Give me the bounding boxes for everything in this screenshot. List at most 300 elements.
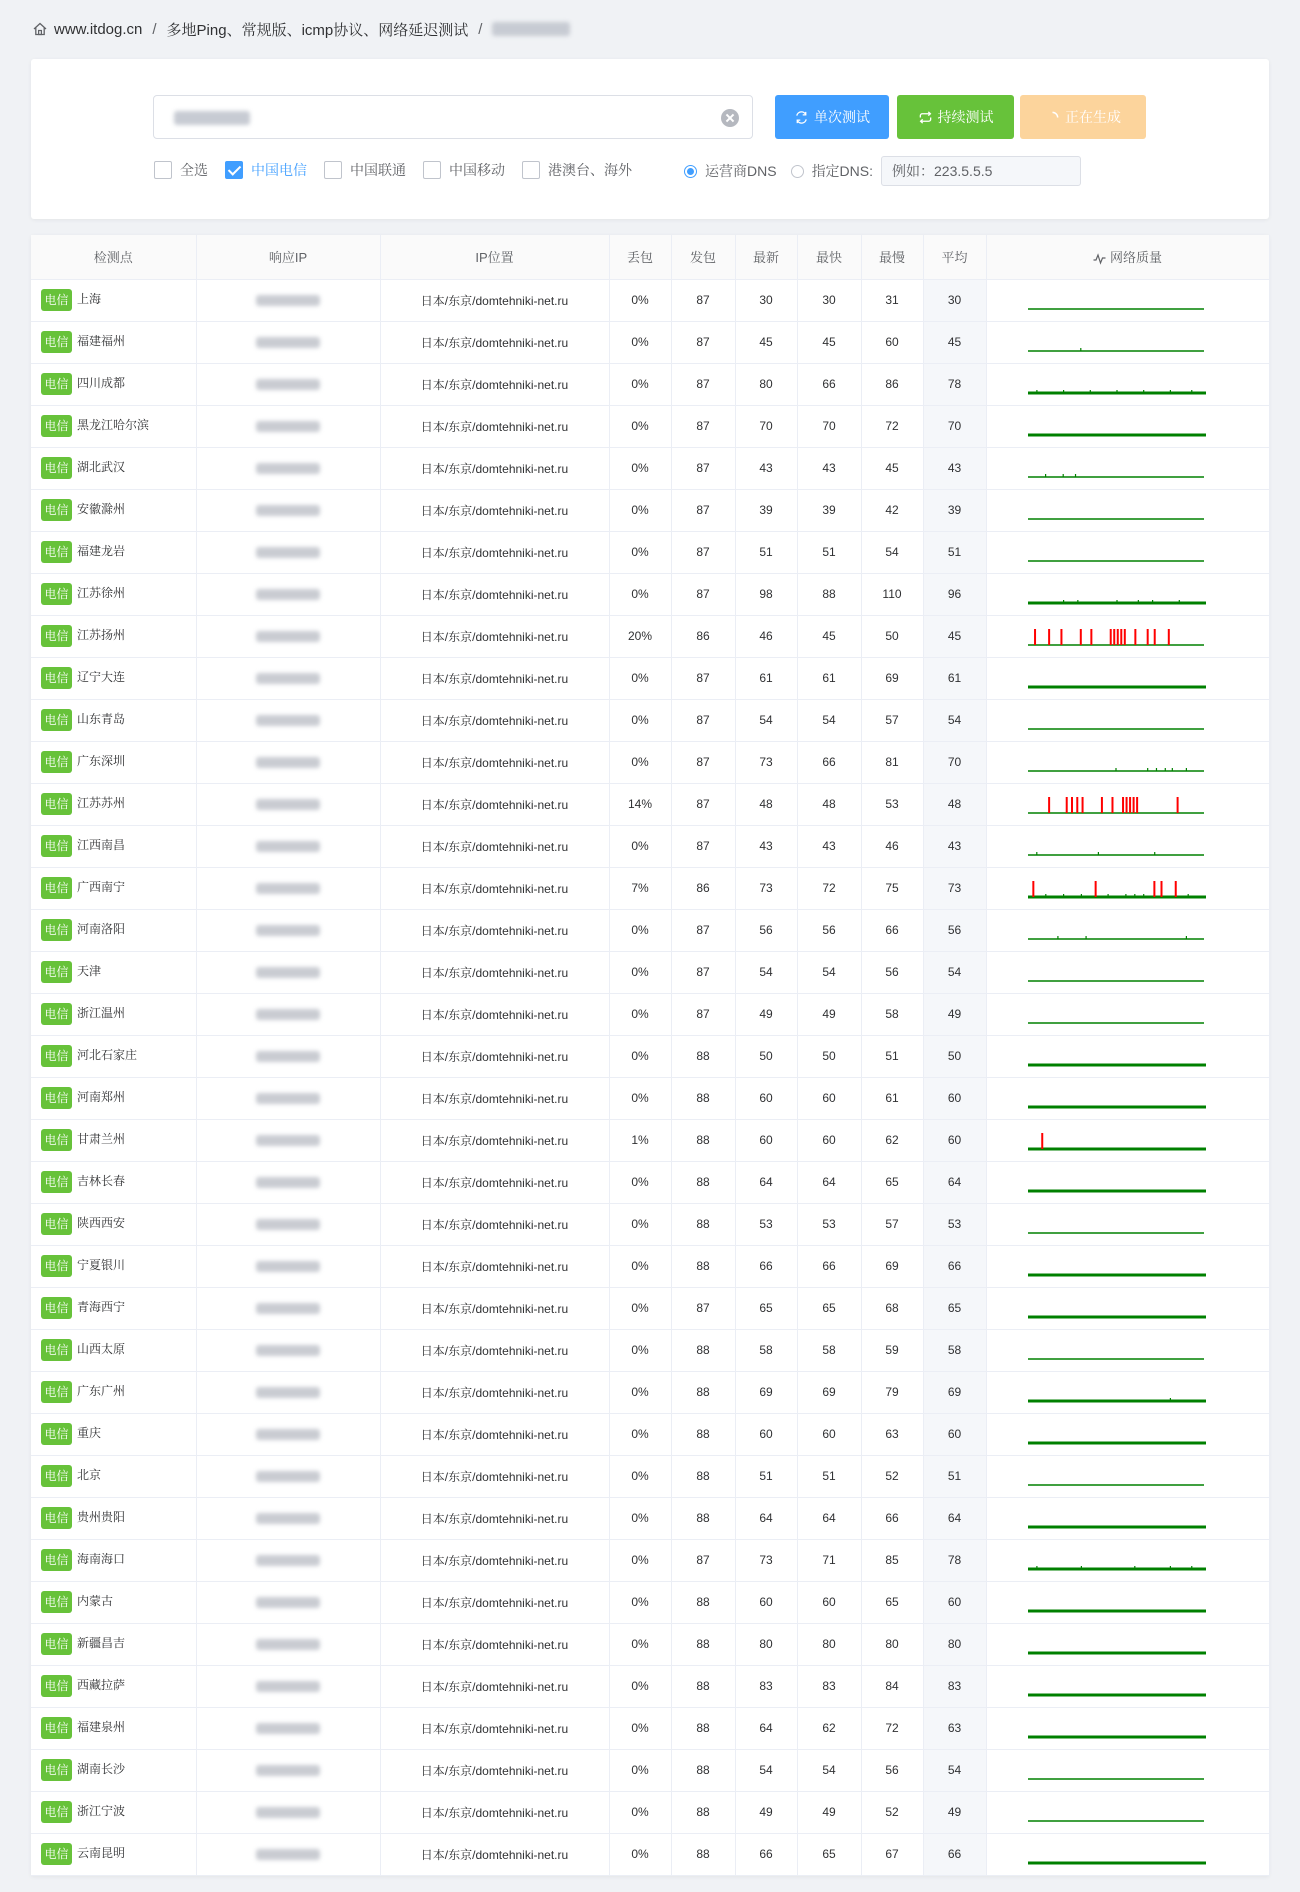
ip-blurred (256, 1597, 320, 1608)
ip-blurred (256, 1093, 320, 1104)
filter-all[interactable] (154, 160, 208, 180)
site-name: 安徽滁州 (77, 502, 126, 517)
table-row[interactable] (31, 1665, 1269, 1707)
quality-sparkline[interactable] (1026, 829, 1206, 863)
cell-average: 78 (923, 363, 986, 405)
cell-latest: 49 (735, 993, 797, 1035)
cell-latest: 98 (735, 573, 797, 615)
table-row[interactable] (31, 489, 1269, 531)
isp-tag: 电信 (41, 1129, 72, 1151)
table-row[interactable] (31, 951, 1269, 993)
home-icon[interactable] (32, 21, 48, 37)
table-row[interactable] (31, 1581, 1269, 1623)
cell-quality (986, 1329, 1269, 1371)
cell-quality (986, 1119, 1269, 1161)
isp-tag: 电信 (41, 1759, 72, 1781)
cell-location: 日本/东京/domtehniki-net.ru (380, 1203, 609, 1245)
cell-slowest: 84 (861, 1665, 923, 1707)
table-row[interactable] (31, 1119, 1269, 1161)
table-row[interactable] (31, 867, 1269, 909)
site-name: 北京 (77, 1468, 102, 1483)
table-row[interactable] (31, 279, 1269, 321)
filter-label: 中国联通 (350, 162, 406, 178)
cell-fastest: 64 (797, 1161, 861, 1203)
cell-slowest: 57 (861, 699, 923, 741)
cell-latest: 73 (735, 741, 797, 783)
cell-ip (196, 909, 380, 951)
col-header-average[interactable]: 平均 (923, 235, 986, 279)
cell-latest: 73 (735, 867, 797, 909)
cell-fastest: 66 (797, 1245, 861, 1287)
cell-ip (196, 1665, 380, 1707)
quality-sparkline[interactable] (1026, 955, 1206, 989)
cell-location: 日本/东京/domtehniki-net.ru (380, 699, 609, 741)
cell-quality (986, 1749, 1269, 1791)
cell-loss: 0% (609, 1623, 671, 1665)
cell-fastest: 64 (797, 1497, 861, 1539)
cell-loss: 0% (609, 363, 671, 405)
table-row[interactable] (31, 1203, 1269, 1245)
radio-isp-dns[interactable] (684, 161, 777, 181)
quality-sparkline[interactable] (1026, 1753, 1206, 1787)
cell-loss: 0% (609, 1329, 671, 1371)
ip-blurred (256, 967, 320, 978)
col-header-site[interactable]: 检测点 (31, 235, 196, 279)
table-row[interactable] (31, 1539, 1269, 1581)
col-header-latest[interactable]: 最新 (735, 235, 797, 279)
cell-latest: 49 (735, 1791, 797, 1833)
pulse-icon (1093, 253, 1106, 265)
isp-tag: 电信 (41, 961, 72, 983)
quality-sparkline[interactable] (1026, 1123, 1206, 1157)
cell-latest: 80 (735, 1623, 797, 1665)
cell-ip (196, 993, 380, 1035)
loading-icon (1045, 110, 1060, 125)
cell-fastest: 45 (797, 321, 861, 363)
filter-label: 中国移动 (449, 162, 505, 178)
cell-sent: 88 (671, 1203, 735, 1245)
cell-slowest: 57 (861, 1203, 923, 1245)
cell-location: 日本/东京/domtehniki-net.ru (380, 951, 609, 993)
cell-ip (196, 1245, 380, 1287)
site-name: 内蒙古 (77, 1594, 114, 1609)
cell-latest: 45 (735, 321, 797, 363)
quality-sparkline[interactable] (1026, 493, 1206, 527)
quality-sparkline[interactable] (1026, 1837, 1206, 1871)
cell-average: 48 (923, 783, 986, 825)
table-row[interactable] (31, 909, 1269, 951)
cell-fastest: 43 (797, 447, 861, 489)
breadcrumb-separator: / (152, 20, 157, 38)
quality-sparkline[interactable] (1026, 1543, 1206, 1577)
cell-sent: 88 (671, 1077, 735, 1119)
cell-average: 96 (923, 573, 986, 615)
cell-location: 日本/东京/domtehniki-net.ru (380, 1581, 609, 1623)
breadcrumb-page-link[interactable]: 多地Ping、常规版、icmp协议、网络延迟测试 (166, 21, 469, 39)
cell-sent: 88 (671, 1581, 735, 1623)
target-input[interactable] (153, 95, 753, 139)
cell-latest: 46 (735, 615, 797, 657)
table-row[interactable] (31, 531, 1269, 573)
site-name: 江西南昌 (77, 838, 126, 853)
table-row[interactable] (31, 1035, 1269, 1077)
isp-tag: 电信 (41, 877, 72, 899)
cell-latest: 30 (735, 279, 797, 321)
cell-average: 43 (923, 447, 986, 489)
quality-sparkline[interactable] (1026, 1501, 1206, 1535)
table-row[interactable] (31, 1077, 1269, 1119)
quality-sparkline[interactable] (1026, 1207, 1206, 1241)
site-name: 江苏扬州 (77, 628, 126, 643)
cell-slowest: 65 (861, 1581, 923, 1623)
custom-dns-input[interactable] (881, 156, 1081, 186)
table-row[interactable] (31, 405, 1269, 447)
cell-loss: 0% (609, 1707, 671, 1749)
cell-average: 83 (923, 1665, 986, 1707)
isp-tag: 电信 (41, 1171, 72, 1193)
cell-slowest: 52 (861, 1791, 923, 1833)
target-input-value-blurred (174, 111, 250, 125)
table-row[interactable] (31, 1707, 1269, 1749)
ip-blurred (256, 295, 320, 306)
loop-icon (918, 110, 933, 125)
checkbox-icon[interactable] (423, 161, 441, 179)
col-header-ip[interactable]: 响应IP (196, 235, 380, 279)
col-header-quality[interactable] (986, 235, 1269, 279)
cell-sent: 88 (671, 1371, 735, 1413)
ip-blurred (256, 463, 320, 474)
radio-icon[interactable] (791, 165, 804, 178)
ip-blurred (256, 1765, 320, 1776)
cell-fastest: 43 (797, 825, 861, 867)
table-row[interactable] (31, 1329, 1269, 1371)
ip-blurred (256, 1261, 320, 1272)
cell-ip (196, 657, 380, 699)
table-row[interactable] (31, 1833, 1269, 1875)
site-name: 宁夏银川 (77, 1258, 126, 1273)
cell-ip (196, 741, 380, 783)
cell-slowest: 59 (861, 1329, 923, 1371)
cell-ip (196, 615, 380, 657)
cell-quality (986, 447, 1269, 489)
table-row[interactable] (31, 1371, 1269, 1413)
cell-location: 日本/东京/domtehniki-net.ru (380, 363, 609, 405)
quality-sparkline[interactable] (1026, 409, 1206, 443)
cell-sent: 88 (671, 1833, 735, 1875)
table-row[interactable] (31, 1455, 1269, 1497)
quality-sparkline[interactable] (1026, 367, 1206, 401)
table-row[interactable] (31, 1623, 1269, 1665)
cell-slowest: 63 (861, 1413, 923, 1455)
quality-sparkline[interactable] (1026, 325, 1206, 359)
cell-fastest: 65 (797, 1833, 861, 1875)
quality-sparkline[interactable] (1026, 577, 1206, 611)
cell-ip (196, 783, 380, 825)
cell-slowest: 72 (861, 1707, 923, 1749)
quality-sparkline[interactable] (1026, 451, 1206, 485)
site-name: 福建龙岩 (77, 544, 126, 559)
cell-slowest: 69 (861, 1245, 923, 1287)
isp-tag: 电信 (41, 835, 72, 857)
cell-loss: 0% (609, 1371, 671, 1413)
table-row[interactable] (31, 447, 1269, 489)
cell-site (31, 1329, 196, 1371)
quality-sparkline[interactable] (1026, 1249, 1206, 1283)
table-row[interactable] (31, 363, 1269, 405)
filter-label: 中国电信 (251, 162, 307, 178)
cell-slowest: 50 (861, 615, 923, 657)
cell-loss: 7% (609, 867, 671, 909)
ip-blurred (256, 1051, 320, 1062)
cell-sent: 87 (671, 699, 735, 741)
cell-quality (986, 657, 1269, 699)
cell-location: 日本/东京/domtehniki-net.ru (380, 825, 609, 867)
quality-sparkline[interactable] (1026, 703, 1206, 737)
site-name: 江苏徐州 (77, 586, 126, 601)
cell-fastest: 48 (797, 783, 861, 825)
quality-sparkline[interactable] (1026, 535, 1206, 569)
cell-slowest: 62 (861, 1119, 923, 1161)
quality-sparkline[interactable] (1026, 1333, 1206, 1367)
cell-quality (986, 405, 1269, 447)
cell-ip (196, 1455, 380, 1497)
cell-location: 日本/东京/domtehniki-net.ru (380, 1371, 609, 1413)
isp-tag: 电信 (41, 1339, 72, 1361)
quality-sparkline[interactable] (1026, 997, 1206, 1031)
table-row[interactable] (31, 1161, 1269, 1203)
table-row[interactable] (31, 1749, 1269, 1791)
table-row[interactable] (31, 741, 1269, 783)
cell-slowest: 68 (861, 1287, 923, 1329)
cell-loss: 0% (609, 1749, 671, 1791)
cell-slowest: 79 (861, 1371, 923, 1413)
cell-site (31, 1791, 196, 1833)
table-row[interactable] (31, 699, 1269, 741)
col-header-fastest[interactable]: 最快 (797, 235, 861, 279)
table-row[interactable] (31, 993, 1269, 1035)
table-row[interactable] (31, 1791, 1269, 1833)
cell-average: 56 (923, 909, 986, 951)
quality-header-label: 网络质量 (1109, 250, 1162, 266)
cell-location: 日本/东京/domtehniki-net.ru (380, 1707, 609, 1749)
quality-sparkline[interactable] (1026, 1627, 1206, 1661)
generating-button[interactable] (1020, 95, 1146, 139)
col-header-slowest[interactable]: 最慢 (861, 235, 923, 279)
cell-slowest: 31 (861, 279, 923, 321)
cell-slowest: 86 (861, 363, 923, 405)
cell-ip (196, 1539, 380, 1581)
cell-quality (986, 951, 1269, 993)
site-name: 江苏苏州 (77, 796, 126, 811)
col-header-location[interactable]: IP位置 (380, 235, 609, 279)
quality-sparkline[interactable] (1026, 1459, 1206, 1493)
cell-loss: 0% (609, 1497, 671, 1539)
quality-sparkline[interactable] (1026, 1795, 1206, 1829)
quality-sparkline[interactable] (1026, 745, 1206, 779)
cell-location: 日本/东京/domtehniki-net.ru (380, 1539, 609, 1581)
cell-sent: 87 (671, 279, 735, 321)
filter-mobile[interactable] (423, 160, 505, 180)
breadcrumb (32, 19, 570, 39)
cell-average: 64 (923, 1497, 986, 1539)
quality-sparkline[interactable] (1026, 913, 1206, 947)
cell-slowest: 42 (861, 489, 923, 531)
cell-site (31, 1413, 196, 1455)
table-header-row (31, 235, 1269, 279)
cell-ip (196, 531, 380, 573)
cell-fastest: 66 (797, 741, 861, 783)
quality-sparkline[interactable] (1026, 283, 1206, 317)
cell-fastest: 60 (797, 1077, 861, 1119)
quality-sparkline[interactable] (1026, 619, 1206, 653)
cell-ip (196, 867, 380, 909)
col-header-loss[interactable]: 丢包 (609, 235, 671, 279)
cell-ip (196, 489, 380, 531)
cell-sent: 88 (671, 1455, 735, 1497)
cell-latest: 60 (735, 1581, 797, 1623)
checkbox-icon[interactable] (324, 161, 342, 179)
cell-average: 50 (923, 1035, 986, 1077)
table-row[interactable] (31, 825, 1269, 867)
cell-fastest: 88 (797, 573, 861, 615)
ip-blurred (256, 799, 320, 810)
cell-average: 60 (923, 1581, 986, 1623)
quality-sparkline[interactable] (1026, 1417, 1206, 1451)
site-name: 新疆昌吉 (77, 1636, 126, 1651)
radio-custom-dns[interactable] (791, 161, 873, 181)
dns-options (684, 155, 1081, 187)
cell-loss: 1% (609, 1119, 671, 1161)
filter-telecom[interactable] (225, 160, 307, 180)
cell-average: 60 (923, 1119, 986, 1161)
cell-fastest: 51 (797, 1455, 861, 1497)
cell-fastest: 39 (797, 489, 861, 531)
site-name: 广东深圳 (77, 754, 126, 769)
isp-tag: 电信 (41, 919, 72, 941)
radio-checked-icon[interactable] (684, 165, 697, 178)
single-test-label: 单次测试 (814, 109, 870, 125)
cell-quality (986, 1035, 1269, 1077)
table-row[interactable] (31, 657, 1269, 699)
cell-loss: 0% (609, 1539, 671, 1581)
cell-location: 日本/东京/domtehniki-net.ru (380, 909, 609, 951)
cell-loss: 0% (609, 1791, 671, 1833)
table-row[interactable] (31, 321, 1269, 363)
continuous-test-button[interactable] (897, 95, 1014, 139)
cell-ip (196, 573, 380, 615)
col-header-sent[interactable]: 发包 (671, 235, 735, 279)
site-name: 陕西西安 (77, 1216, 126, 1231)
cell-site (31, 1623, 196, 1665)
cell-fastest: 80 (797, 1623, 861, 1665)
quality-sparkline[interactable] (1026, 1669, 1206, 1703)
isp-tag: 电信 (41, 499, 72, 521)
ip-blurred (256, 1849, 320, 1860)
cell-sent: 87 (671, 825, 735, 867)
filter-overseas[interactable] (522, 160, 632, 180)
clear-icon[interactable] (721, 109, 739, 127)
quality-sparkline[interactable] (1026, 1375, 1206, 1409)
cell-ip (196, 279, 380, 321)
cell-location: 日本/东京/domtehniki-net.ru (380, 1119, 609, 1161)
isp-tag: 电信 (41, 1675, 72, 1697)
quality-sparkline[interactable] (1026, 871, 1206, 905)
table-row[interactable] (31, 573, 1269, 615)
table-row[interactable] (31, 1497, 1269, 1539)
breadcrumb-site-link[interactable]: www.itdog.cn (54, 20, 143, 38)
quality-sparkline[interactable] (1026, 1039, 1206, 1073)
cell-site (31, 1035, 196, 1077)
cell-latest: 48 (735, 783, 797, 825)
table-row[interactable] (31, 783, 1269, 825)
cell-loss: 0% (609, 993, 671, 1035)
quality-sparkline[interactable] (1026, 787, 1206, 821)
isp-tag: 电信 (41, 793, 72, 815)
test-panel (31, 59, 1269, 219)
table-row[interactable] (31, 615, 1269, 657)
table-row[interactable] (31, 1287, 1269, 1329)
cell-location: 日本/东京/domtehniki-net.ru (380, 1287, 609, 1329)
quality-sparkline[interactable] (1026, 661, 1206, 695)
isp-tag: 电信 (41, 709, 72, 731)
cell-quality (986, 1665, 1269, 1707)
cell-latest: 80 (735, 363, 797, 405)
cell-quality (986, 489, 1269, 531)
cell-site (31, 657, 196, 699)
checkbox-icon[interactable] (154, 161, 172, 179)
quality-sparkline[interactable] (1026, 1585, 1206, 1619)
cell-fastest: 58 (797, 1329, 861, 1371)
cell-location: 日本/东京/domtehniki-net.ru (380, 615, 609, 657)
ip-blurred (256, 505, 320, 516)
quality-sparkline[interactable] (1026, 1291, 1206, 1325)
checkbox-icon[interactable] (522, 161, 540, 179)
checkbox-checked-icon[interactable] (225, 161, 243, 179)
cell-site (31, 1119, 196, 1161)
site-name: 河南洛阳 (77, 922, 126, 937)
cell-quality (986, 867, 1269, 909)
cell-site (31, 1539, 196, 1581)
site-name: 重庆 (77, 1426, 102, 1441)
isp-tag: 电信 (41, 1801, 72, 1823)
cell-location: 日本/东京/domtehniki-net.ru (380, 1665, 609, 1707)
cell-fastest: 83 (797, 1665, 861, 1707)
cell-site (31, 489, 196, 531)
table-row[interactable] (31, 1245, 1269, 1287)
single-test-button[interactable] (775, 95, 889, 139)
cell-sent: 87 (671, 909, 735, 951)
radio-label: 指定DNS: (811, 163, 874, 179)
breadcrumb-separator: / (478, 20, 483, 38)
cell-average: 63 (923, 1707, 986, 1749)
table-row[interactable] (31, 1413, 1269, 1455)
isp-tag: 电信 (41, 373, 72, 395)
quality-sparkline[interactable] (1026, 1081, 1206, 1115)
cell-fastest: 49 (797, 993, 861, 1035)
filter-unicom[interactable] (324, 160, 406, 180)
cell-average: 49 (923, 993, 986, 1035)
ip-blurred (256, 1219, 320, 1230)
quality-sparkline[interactable] (1026, 1165, 1206, 1199)
filter-label: 港澳台、海外 (548, 162, 632, 178)
quality-sparkline[interactable] (1026, 1711, 1206, 1745)
ip-blurred (256, 1429, 320, 1440)
cell-site (31, 1497, 196, 1539)
site-name: 湖南长沙 (77, 1762, 126, 1777)
cell-quality (986, 825, 1269, 867)
cell-average: 70 (923, 405, 986, 447)
cell-loss: 0% (609, 489, 671, 531)
